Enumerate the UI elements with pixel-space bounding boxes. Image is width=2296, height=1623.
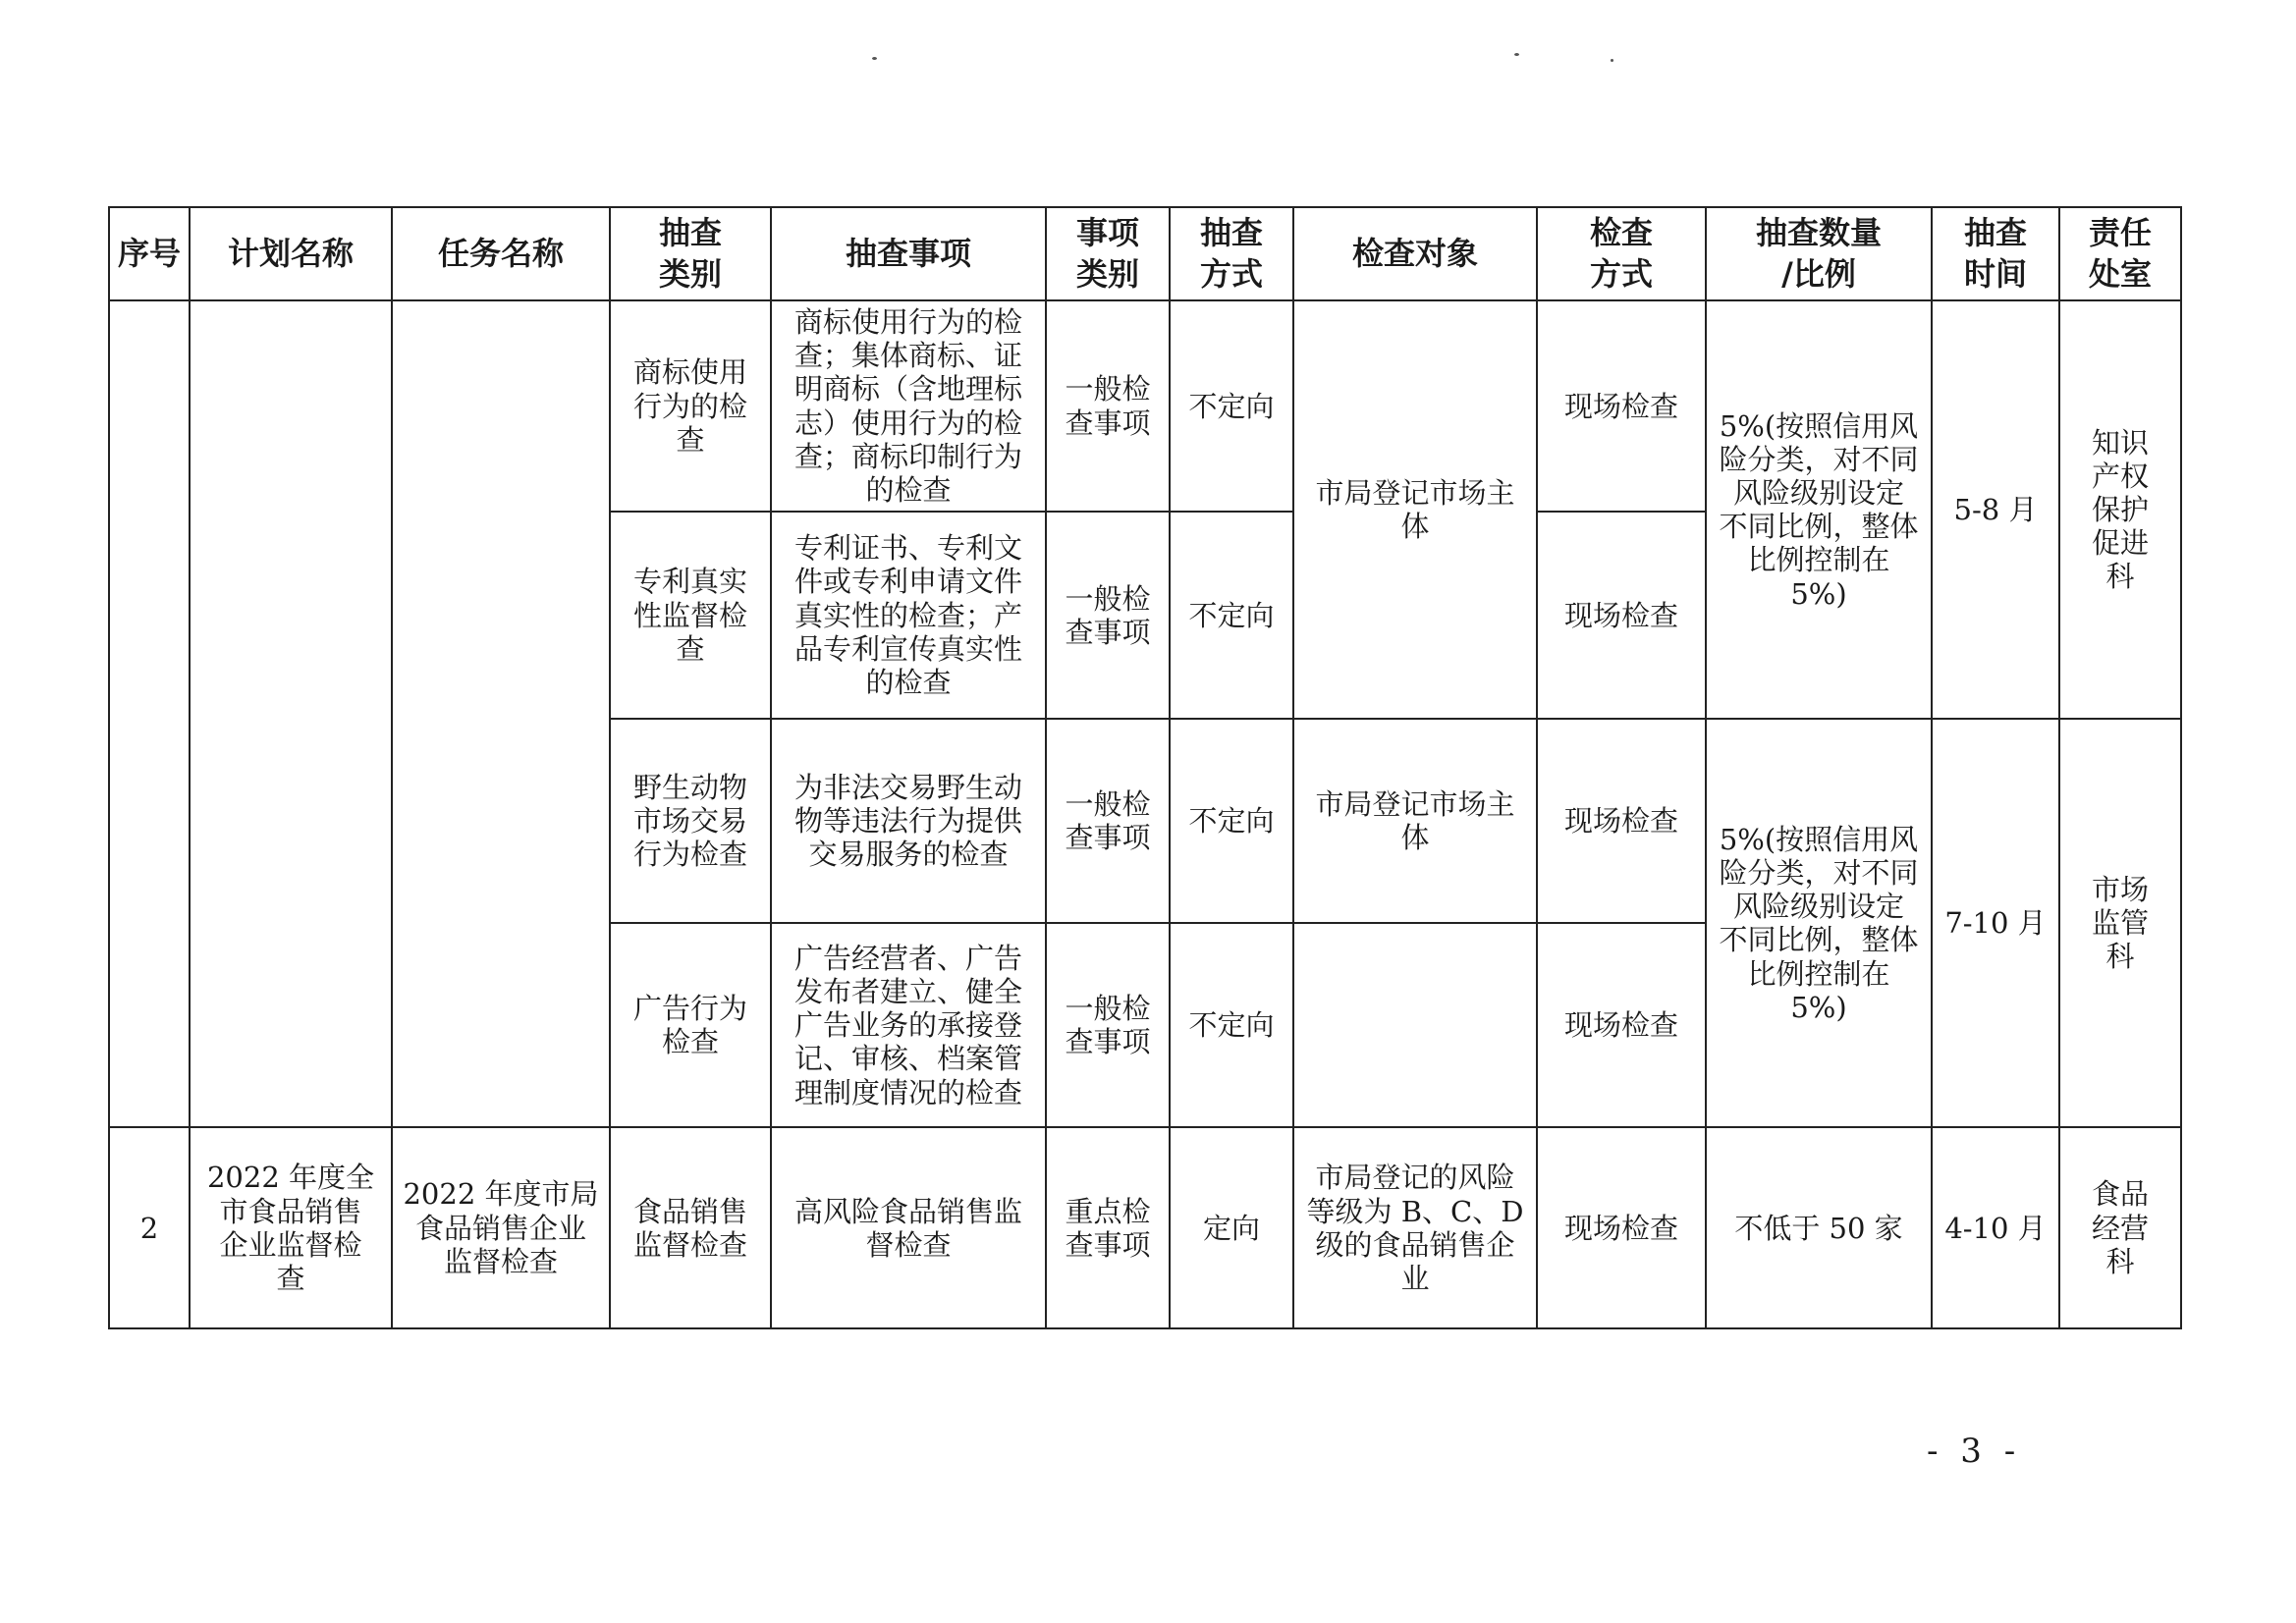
task-cell-empty	[392, 300, 610, 1127]
header-office: 责任 处室	[2059, 207, 2181, 300]
table-row	[109, 1127, 2181, 1328]
header-row	[109, 207, 2181, 300]
category-cell: 专利真实 性监督检 查	[610, 512, 771, 719]
quantity-cell: 5%(按照信用风 险分类，对不同 风险级别设定 不同比例，整体 比例控制在 5%)	[1706, 719, 1932, 1127]
item-type-cell: 一般检 查事项	[1046, 923, 1170, 1127]
method-cell: 不定向	[1170, 512, 1293, 719]
items-cell: 为非法交易野生动 物等违法行为提供 交易服务的检查	[771, 719, 1046, 923]
page-number: - 3 -	[1927, 1432, 2022, 1471]
target-cell: 市局登记市场主 体	[1293, 719, 1537, 923]
time-cell: 5-8 月	[1932, 300, 2059, 719]
item-type-cell: 重点检 查事项	[1046, 1127, 1170, 1328]
header-items: 抽查事项	[771, 207, 1046, 300]
method-cell: 定向	[1170, 1127, 1293, 1328]
scan-speck	[1611, 59, 1613, 62]
scan-speck	[1514, 53, 1519, 56]
office-cell: 知识 产权 保护 促进 科	[2059, 300, 2181, 719]
header-task-name: 任务名称	[392, 207, 610, 300]
method-cell: 不定向	[1170, 923, 1293, 1127]
items-cell: 商标使用行为的检 查；集体商标、证 明商标（含地理标 志）使用行为的检 查；商标印制行为 的检查	[771, 300, 1046, 512]
time-cell: 4-10 月	[1932, 1127, 2059, 1328]
category-cell: 广告行为 检查	[610, 923, 771, 1127]
inspect-method-cell: 现场检查	[1537, 719, 1706, 923]
target-cell: 市局登记的风险 等级为 B、C、D 级的食品销售企 业	[1293, 1127, 1537, 1328]
office-cell: 食品 经营 科	[2059, 1127, 2181, 1328]
scan-speck	[872, 57, 877, 60]
office-cell: 市场 监管 科	[2059, 719, 2181, 1127]
method-cell: 不定向	[1170, 719, 1293, 923]
header-target: 检查对象	[1293, 207, 1537, 300]
inspect-method-cell: 现场检查	[1537, 512, 1706, 719]
header-time: 抽查 时间	[1932, 207, 2059, 300]
table-row	[109, 300, 2181, 512]
category-cell: 商标使用 行为的检 查	[610, 300, 771, 512]
category-cell: 野生动物 市场交易 行为检查	[610, 719, 771, 923]
seq-cell: 2	[109, 1127, 190, 1328]
quantity-cell: 不低于 50 家	[1706, 1127, 1932, 1328]
header-quantity: 抽查数量 /比例	[1706, 207, 1932, 300]
target-cell-empty	[1293, 923, 1537, 1127]
header-seq: 序号	[109, 207, 190, 300]
plan-cell-empty	[190, 300, 392, 1127]
items-cell: 广告经营者、广告 发布者建立、健全 广告业务的承接登 记、审核、档案管 理制度情况的检查	[771, 923, 1046, 1127]
seq-cell-empty	[109, 300, 190, 1127]
inspection-plan-table	[108, 206, 2182, 1329]
category-cell: 食品销售 监督检查	[610, 1127, 771, 1328]
items-cell: 专利证书、专利文 件或专利申请文件 真实性的检查；产 品专利宣传真实性 的检查	[771, 512, 1046, 719]
header-plan-name: 计划名称	[190, 207, 392, 300]
method-cell: 不定向	[1170, 300, 1293, 512]
item-type-cell: 一般检 查事项	[1046, 300, 1170, 512]
header-category: 抽查 类别	[610, 207, 771, 300]
target-cell: 市局登记市场主 体	[1293, 300, 1537, 719]
task-cell: 2022 年度市局 食品销售企业 监督检查	[392, 1127, 610, 1328]
plan-cell: 2022 年度全 市食品销售 企业监督检 查	[190, 1127, 392, 1328]
inspect-method-cell: 现场检查	[1537, 300, 1706, 512]
header-item-type: 事项 类别	[1046, 207, 1170, 300]
items-cell: 高风险食品销售监 督检查	[771, 1127, 1046, 1328]
inspect-method-cell: 现场检查	[1537, 923, 1706, 1127]
item-type-cell: 一般检 查事项	[1046, 719, 1170, 923]
item-type-cell: 一般检 查事项	[1046, 512, 1170, 719]
header-method: 抽查 方式	[1170, 207, 1293, 300]
inspect-method-cell: 现场检查	[1537, 1127, 1706, 1328]
header-inspect-method: 检查 方式	[1537, 207, 1706, 300]
time-cell: 7-10 月	[1932, 719, 2059, 1127]
quantity-cell: 5%(按照信用风 险分类，对不同 风险级别设定 不同比例，整体 比例控制在 5%)	[1706, 300, 1932, 719]
